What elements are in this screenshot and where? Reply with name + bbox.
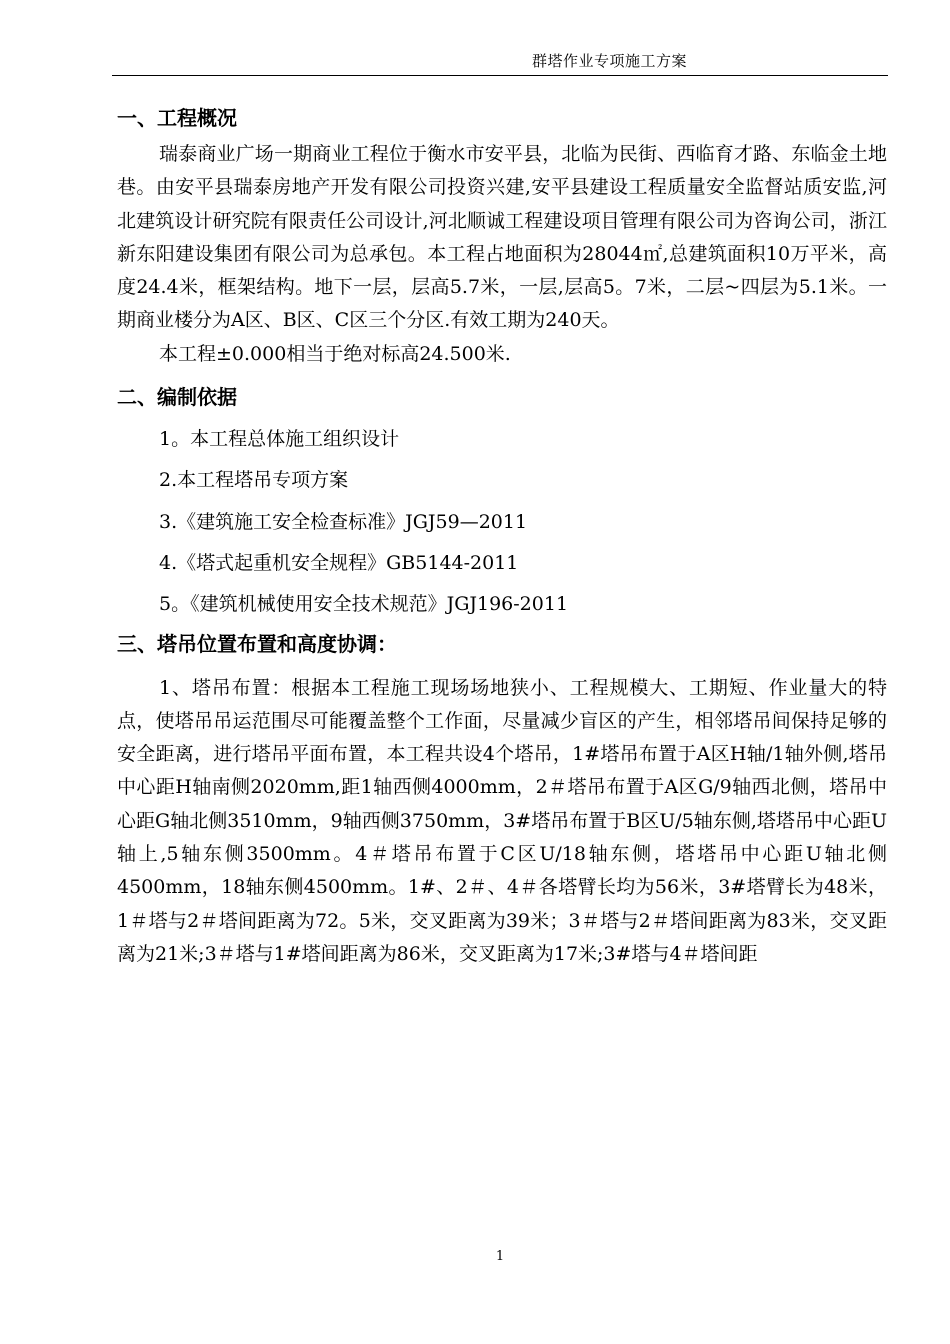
basis-item: 1。本工程总体施工组织设计 xyxy=(159,428,400,451)
basis-list xyxy=(117,423,887,621)
basis-item: 4.《塔式起重机安全规程》GB5144-2011 xyxy=(159,551,519,574)
basis-item: 2.本工程塔吊专项方案 xyxy=(159,469,349,492)
overview-paragraph: 瑞泰商业广场一期商业工程位于衡水市安平县，北临为民街、西临育才路、东临金土地巷。由安平县瑞泰房地产开发有限公司投资兴建,安平县建设工程质量安全监督站质安监,河北建筑设计研究院有限责任公司设计,河北顺诚工程建设项目管理有限公司为咨询公司，浙江新东阳建设集团有限公司为总承包。本工程占地面积为28044㎡,总建筑面积10万平米，高度24.4米，框架结构。地下一层，层高5.7米，一层,层高5。7米，二层~四层为5.1米。一期商业楼分为A区、B区、C区三个分区.有效工期为240天。 xyxy=(117,143,887,332)
crane-layout-paragraph: 1、塔吊布置：根据本工程施工现场场地狭小、工程规模大、工期短、作业量大的特点，使塔吊吊运范围尽可能覆盖整个工作面，尽量减少盲区的产生，相邻塔吊间保持足够的安全距离，进行塔吊平面布置，本工程共设4个塔吊，1#塔吊布置于A区H轴/1轴外侧,塔吊中心距H轴南侧2020mm,距1轴西侧4000mm，2＃塔吊布置于A区G/9轴西北侧，塔吊中心距G轴北侧3510mm，9轴西侧3750mm，3#塔吊布置于B区U/5轴东侧,塔塔吊中心距U轴上,5轴东侧3500mm。4＃塔吊布置于C区U/18轴东侧，塔塔吊中心距U轴北侧4500mm，18轴东侧4500mm。1#、2＃、4＃各塔臂长均为56米，3#塔臂长为48米，1＃塔与2＃塔间距离为72。5米，交叉距离为39米；3＃塔与2＃塔间距离为83米，交叉距离为21米;3＃塔与1#塔间距离为86米，交叉距离为17米;3#塔与4＃塔间距 xyxy=(117,676,887,965)
header-rule xyxy=(112,75,888,76)
page-number: 1 xyxy=(495,1249,505,1264)
section-heading-crane-layout: 三、塔吊位置布置和高度协调： xyxy=(117,631,397,656)
document-body xyxy=(117,104,887,971)
section-heading-overview: 一、工程概况 xyxy=(117,106,237,130)
elevation-paragraph: 本工程±0.000相当于绝对标高24.500米. xyxy=(159,342,511,365)
basis-item: 3.《建筑施工安全检查标准》JGJ59—2011 xyxy=(159,510,528,533)
page-header-title: 群塔作业专项施工方案 xyxy=(531,52,687,70)
section-heading-basis: 二、编制依据 xyxy=(117,385,237,410)
basis-item: 5。《建筑机械使用安全技术规范》JGJ196-2011 xyxy=(159,593,569,616)
